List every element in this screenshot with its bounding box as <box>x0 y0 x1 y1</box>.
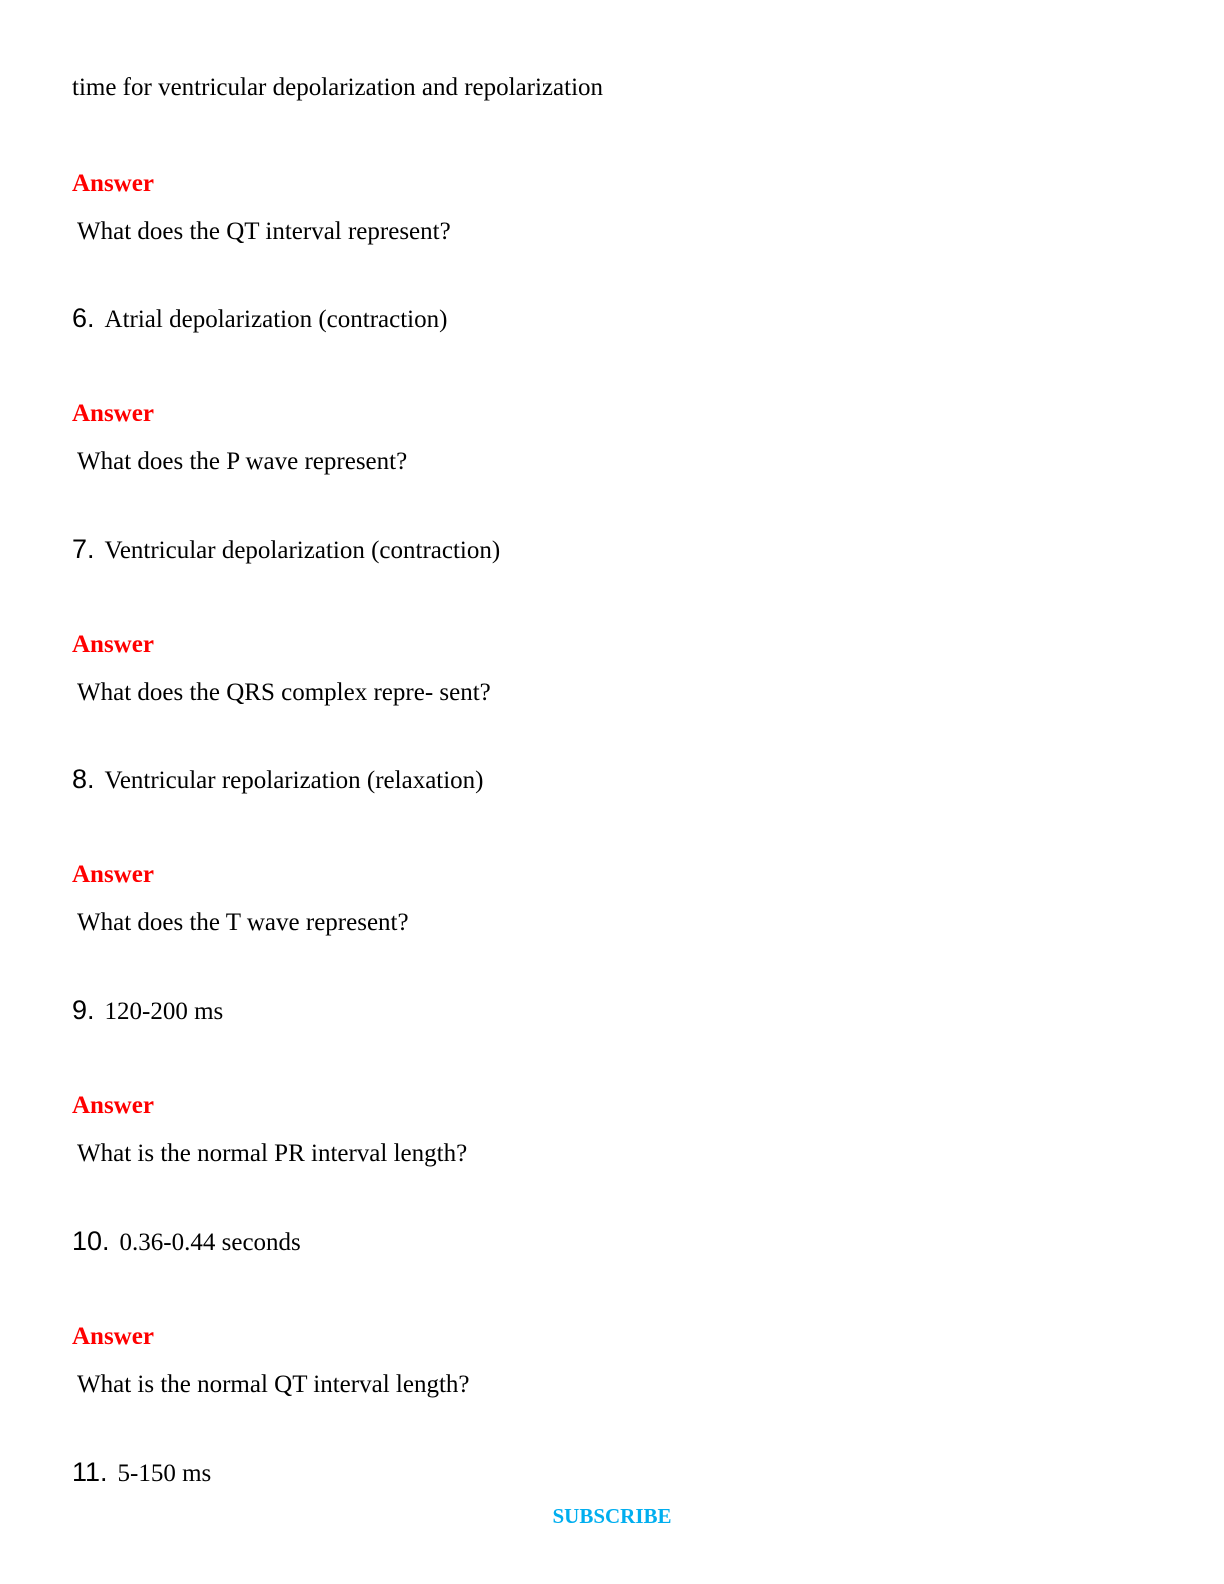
answer-label: Answer <box>72 400 154 427</box>
subscribe-link[interactable]: SUBSCRIBE <box>552 1504 672 1528</box>
list-item <box>72 995 223 1030</box>
item-answer: 5-150 ms <box>117 1460 212 1487</box>
question-text: What is the normal QT interval length? <box>77 1371 470 1398</box>
list-item <box>72 1226 301 1261</box>
question-text: What is the normal PR interval length? <box>77 1140 468 1167</box>
list-item <box>72 1457 211 1492</box>
item-number: 10. <box>72 1226 110 1256</box>
item-answer: Ventricular depolarization (contraction) <box>104 537 501 564</box>
item-answer: Ventricular repolarization (relaxation) <box>104 767 484 794</box>
question-text: What does the T wave represent? <box>77 909 409 936</box>
answer-label: Answer <box>72 1092 154 1119</box>
answer-label: Answer <box>72 861 154 888</box>
item-answer: 120-200 ms <box>104 998 224 1025</box>
question-text: What does the P wave represent? <box>77 448 408 475</box>
question-text: What does the QT interval represent? <box>77 218 451 245</box>
answer-label: Answer <box>72 170 154 197</box>
item-answer: 0.36-0.44 seconds <box>119 1229 301 1256</box>
question-text: What does the QRS complex repre- sent? <box>77 679 491 706</box>
answer-label: Answer <box>72 1323 154 1350</box>
list-item <box>72 764 484 799</box>
item-number: 6. <box>72 303 95 333</box>
list-item <box>72 534 500 569</box>
item-number: 7. <box>72 534 95 564</box>
item-number: 11. <box>72 1457 108 1487</box>
item-number: 9. <box>72 995 95 1025</box>
item-answer: Atrial depolarization (contraction) <box>104 306 448 333</box>
list-item <box>72 303 447 338</box>
answer-label: Answer <box>72 631 154 658</box>
intro-text: time for ventricular depolarization and repolarization <box>72 74 604 101</box>
item-number: 8. <box>72 764 95 794</box>
